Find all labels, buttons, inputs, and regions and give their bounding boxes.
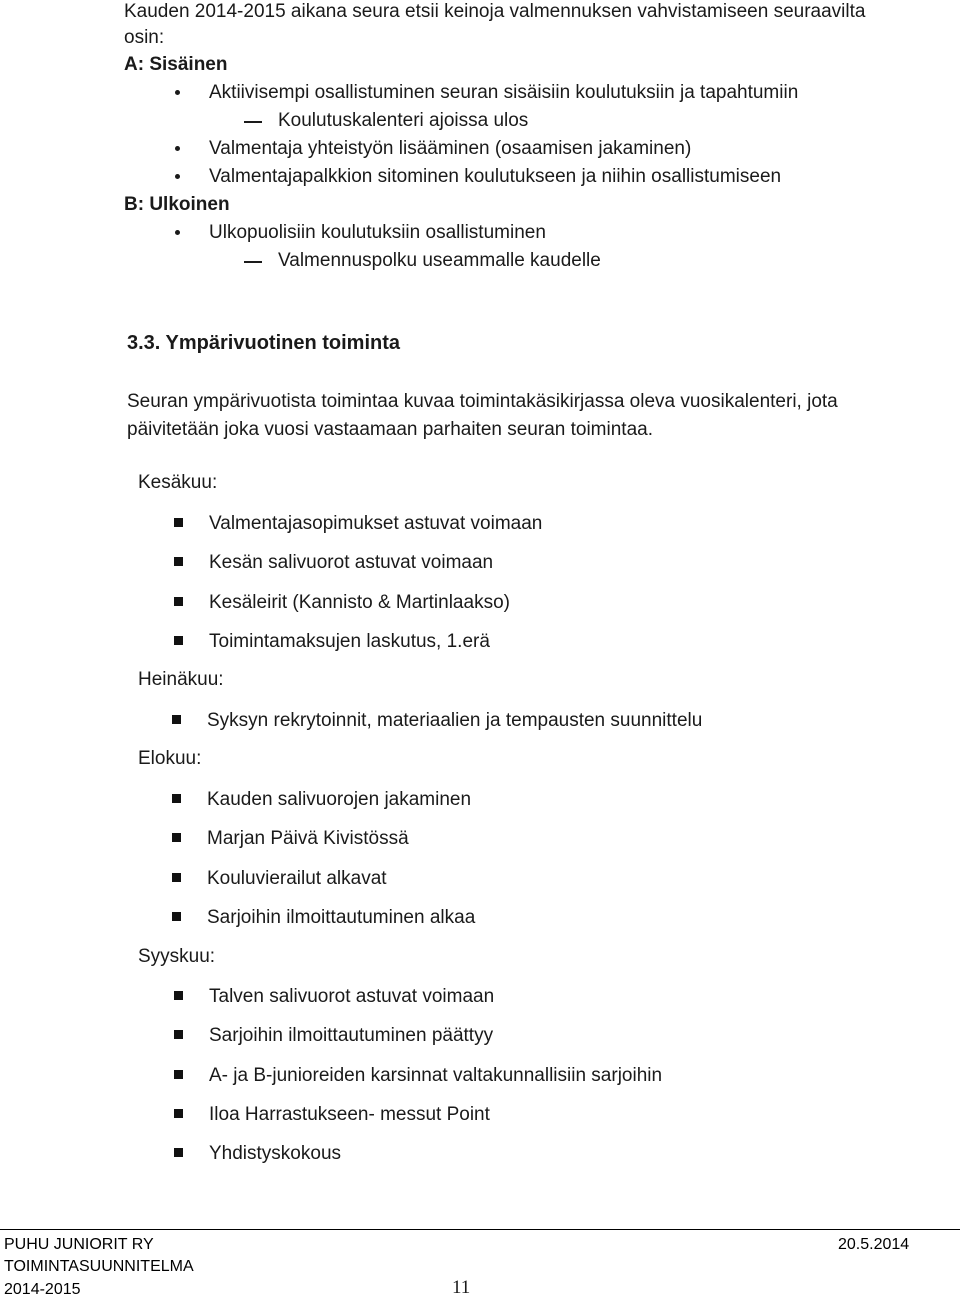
calendar-item: Marjan Päivä Kivistössä [207,828,409,849]
dash-icon [244,121,262,123]
square-bullet-icon [174,991,183,1000]
month-label-syyskuu: Syyskuu: [138,946,216,967]
section-heading: 3.3. Ympärivuotinen toiminta [127,332,401,354]
bullet-icon [175,230,180,235]
footer-doc-title: TOIMINTASUUNNITELMA [4,1258,194,1275]
section-a-item: Valmentajapalkkion sitominen koulutukseen ja niihin osallistumiseen [209,166,782,187]
calendar-item: Iloa Harrastukseen- messut Point [209,1104,490,1125]
calendar-item: Sarjoihin ilmoittautuminen päättyy [209,1025,494,1046]
calendar-item: A- ja B-junioreiden karsinnat valtakunnallisiin sarjoihin [209,1065,663,1086]
bullet-icon [175,146,180,151]
month-label-heinakuu: Heinäkuu: [138,669,224,690]
section-b-item: Ulkopuolisiin koulutuksiin osallistuminen [209,222,546,243]
section-a-subitem: Koulutuskalenteri ajoissa ulos [278,110,529,131]
square-bullet-icon [174,1109,183,1118]
square-bullet-icon [174,518,183,527]
square-bullet-icon [172,833,181,842]
month-label-elokuu: Elokuu: [138,748,202,769]
calendar-item: Kesäleirit (Kannisto & Martinlaakso) [209,592,510,613]
footer-divider [0,1229,960,1230]
square-bullet-icon [172,873,181,882]
section-b-title: B: Ulkoinen [124,194,230,215]
calendar-item: Yhdistyskokous [209,1143,342,1164]
page-number: 11 [452,1277,471,1298]
footer-org: PUHU JUNIORIT RY [4,1236,154,1253]
intro-line-1: Kauden 2014-2015 aikana seura etsii keinoja valmennuksen vahvistamiseen seuraavilta [124,1,866,22]
square-bullet-icon [172,912,181,921]
section-b-subitem: Valmennuspolku useammalle kaudelle [278,250,601,271]
square-bullet-icon [174,557,183,566]
bullet-icon [175,174,180,179]
month-label-kesakuu: Kesäkuu: [138,472,218,493]
calendar-item: Talven salivuorot astuvat voimaan [209,986,495,1007]
calendar-item: Toimintamaksujen laskutus, 1.erä [209,631,490,652]
calendar-item: Kouluvierailut alkavat [207,868,387,889]
square-bullet-icon [174,597,183,606]
square-bullet-icon [174,1030,183,1039]
calendar-item: Sarjoihin ilmoittautuminen alkaa [207,907,476,928]
section-a-title: A: Sisäinen [124,54,228,75]
square-bullet-icon [174,1148,183,1157]
dash-icon [244,261,262,263]
calendar-item: Valmentajasopimukset astuvat voimaan [209,513,543,534]
square-bullet-icon [172,715,181,724]
calendar-item: Kauden salivuorojen jakaminen [207,789,472,810]
calendar-item: Syksyn rekrytoinnit, materiaalien ja tempausten suunnittelu [207,710,703,731]
calendar-item: Kesän salivuorot astuvat voimaan [209,552,494,573]
paragraph-line-1: Seuran ympärivuotista toimintaa kuvaa toimintakäsikirjassa oleva vuosikalenteri, jota [127,391,838,412]
footer-season: 2014-2015 [4,1281,81,1298]
footer-date: 20.5.2014 [838,1236,910,1253]
square-bullet-icon [172,794,181,803]
bullet-icon [175,90,180,95]
square-bullet-icon [174,1070,183,1079]
square-bullet-icon [174,636,183,645]
section-a-item: Aktiivisempi osallistuminen seuran sisäisiin koulutuksiin ja tapahtumiin [209,82,799,103]
paragraph-line-2: päivitetään joka vuosi vastaamaan parhaiten seuran toimintaa. [127,419,653,440]
intro-line-2: osin: [124,27,165,48]
section-a-item: Valmentaja yhteistyön lisääminen (osaamisen jakaminen) [209,138,692,159]
